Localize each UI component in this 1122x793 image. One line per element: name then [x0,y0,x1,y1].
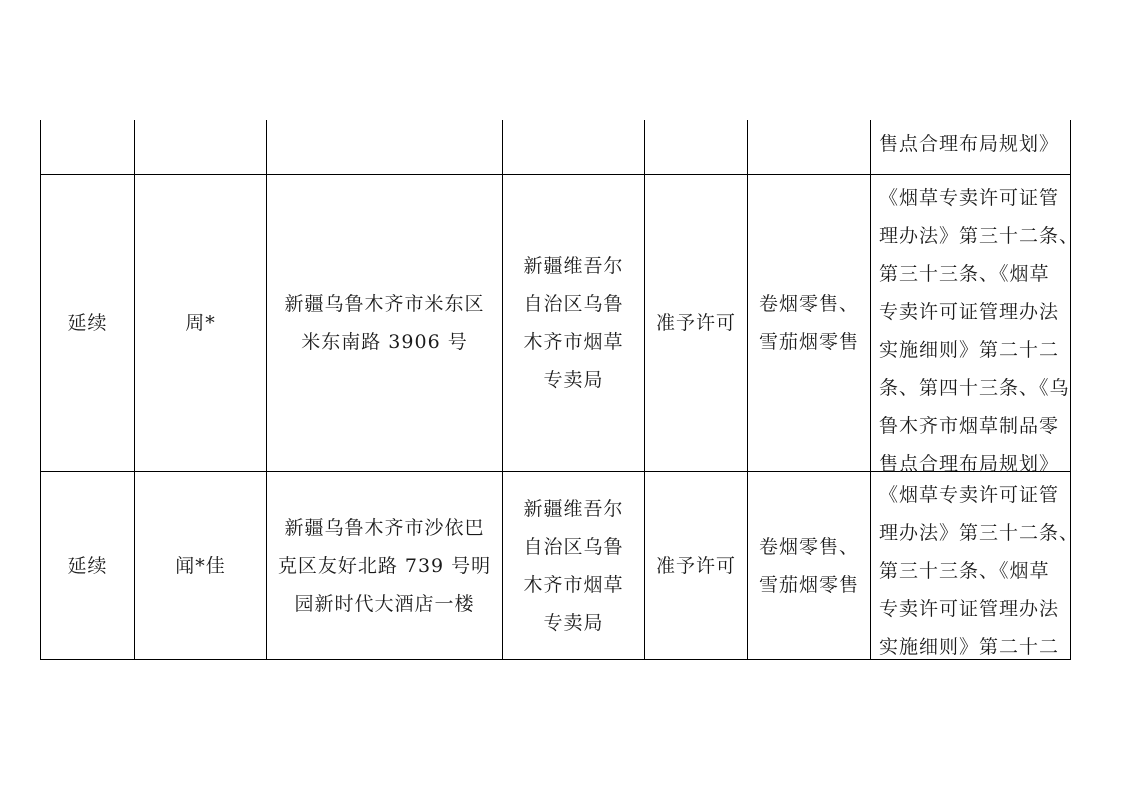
table-row-1-authority: 新疆维吾尔 自治区乌鲁 木齐市烟草 专卖局 [523,255,624,391]
table-row-2-scope: 卷烟零售、 雪茄烟零售 [758,535,859,596]
table-row-0-basis: 售点合理布局规划》 [879,133,1060,155]
table-row-2-name: 闻*佳 [175,554,226,577]
table-row-2-basis: 《烟草专卖许可证管 理办法》第三十二条、 第三十三条、《烟草 专卖许可证管理办法 实施细则》第二十二 [879,484,1080,658]
table-row-1-decision: 准予许可 [655,312,736,334]
table-row-2-address: 新疆乌鲁木齐市沙依巴 克区友好北路 739 号明 园新时代大酒店一楼 [277,516,492,615]
table-row-1-name: 周* [185,312,216,334]
table-row-1-basis: 《烟草专卖许可证管 理办法》第三十二条、 第三十三条、《烟草 专卖许可证管理办法 实施细则》第二十二 条、第四十三条、《乌 鲁木齐市烟草制品零 售点合理布局规划》 [879,187,1080,475]
table-row-1-scope: 卷烟零售、 雪茄烟零售 [758,293,859,353]
table-row-2-decision: 准予许可 [655,554,736,577]
table-row-2-type: 延续 [67,554,108,577]
permit-table [40,120,1080,660]
table-row-1-type: 延续 [67,312,108,334]
table-row-1-address: 新疆乌鲁木齐市米东区 米东南路 3906 号 [284,293,485,353]
table-row-2-authority: 新疆维吾尔 自治区乌鲁 木齐市烟草 专卖局 [523,497,624,634]
